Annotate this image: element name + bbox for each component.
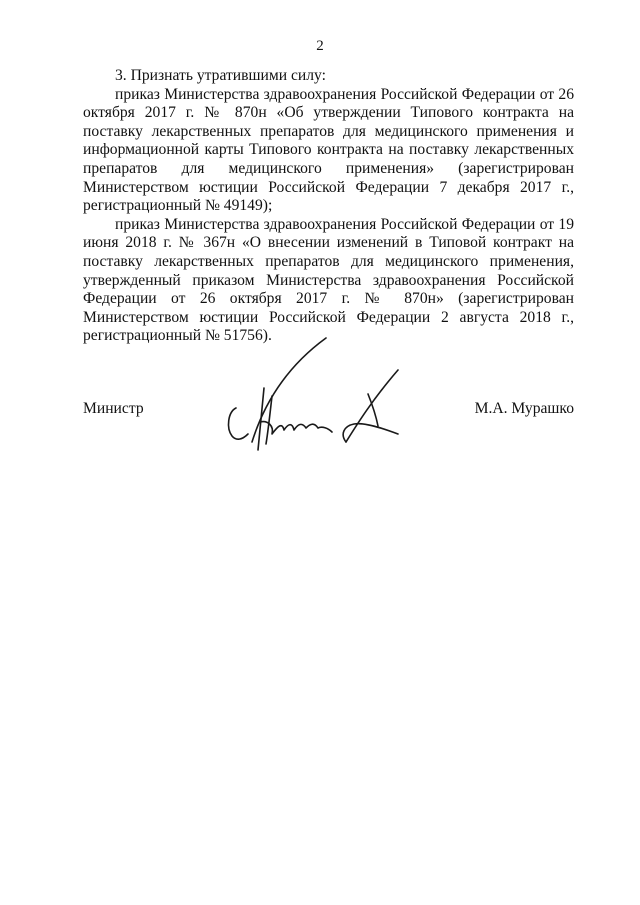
handwritten-signature — [222, 330, 417, 460]
signatory-name: М.А. Мурашко — [474, 400, 574, 417]
page-number: 2 — [316, 38, 324, 54]
signatory-title: Министр — [83, 400, 144, 417]
paragraph-item-3: 3. Признать утратившими силу: — [115, 67, 326, 84]
paragraph-repealed-order-367n: приказ Министерства здравоохранения Российской Федерации от 19 июня 2018 г. № 367н «О внесении изменений в Типовой контракт на поставку лекарственных препаратов для медицинского применения, утвержденный приказом Министерства здравоохранения Российской Федерации от 26 октября 2017 г. № 870н» (зарегистрирован Министерством юстиции Российской Федерации 2 августа 2018 г., регистрационный № 51756). — [83, 215, 574, 345]
document-body — [83, 67, 574, 346]
paragraph-repealed-order-870n: приказ Министерства здравоохранения Российской Федерации от 26 октября 2017 г. № 870н «Об утверждении Типового контракта на поставку лекарственных препаратов для медицинского применения и информационной карты Типового контракта на поставку лекарственных препаратов для медицинского применения» (зарегистрирован Министерством юстиции Российской Федерации 7 декабря 2017 г., регистрационный № 49149); — [83, 85, 574, 215]
